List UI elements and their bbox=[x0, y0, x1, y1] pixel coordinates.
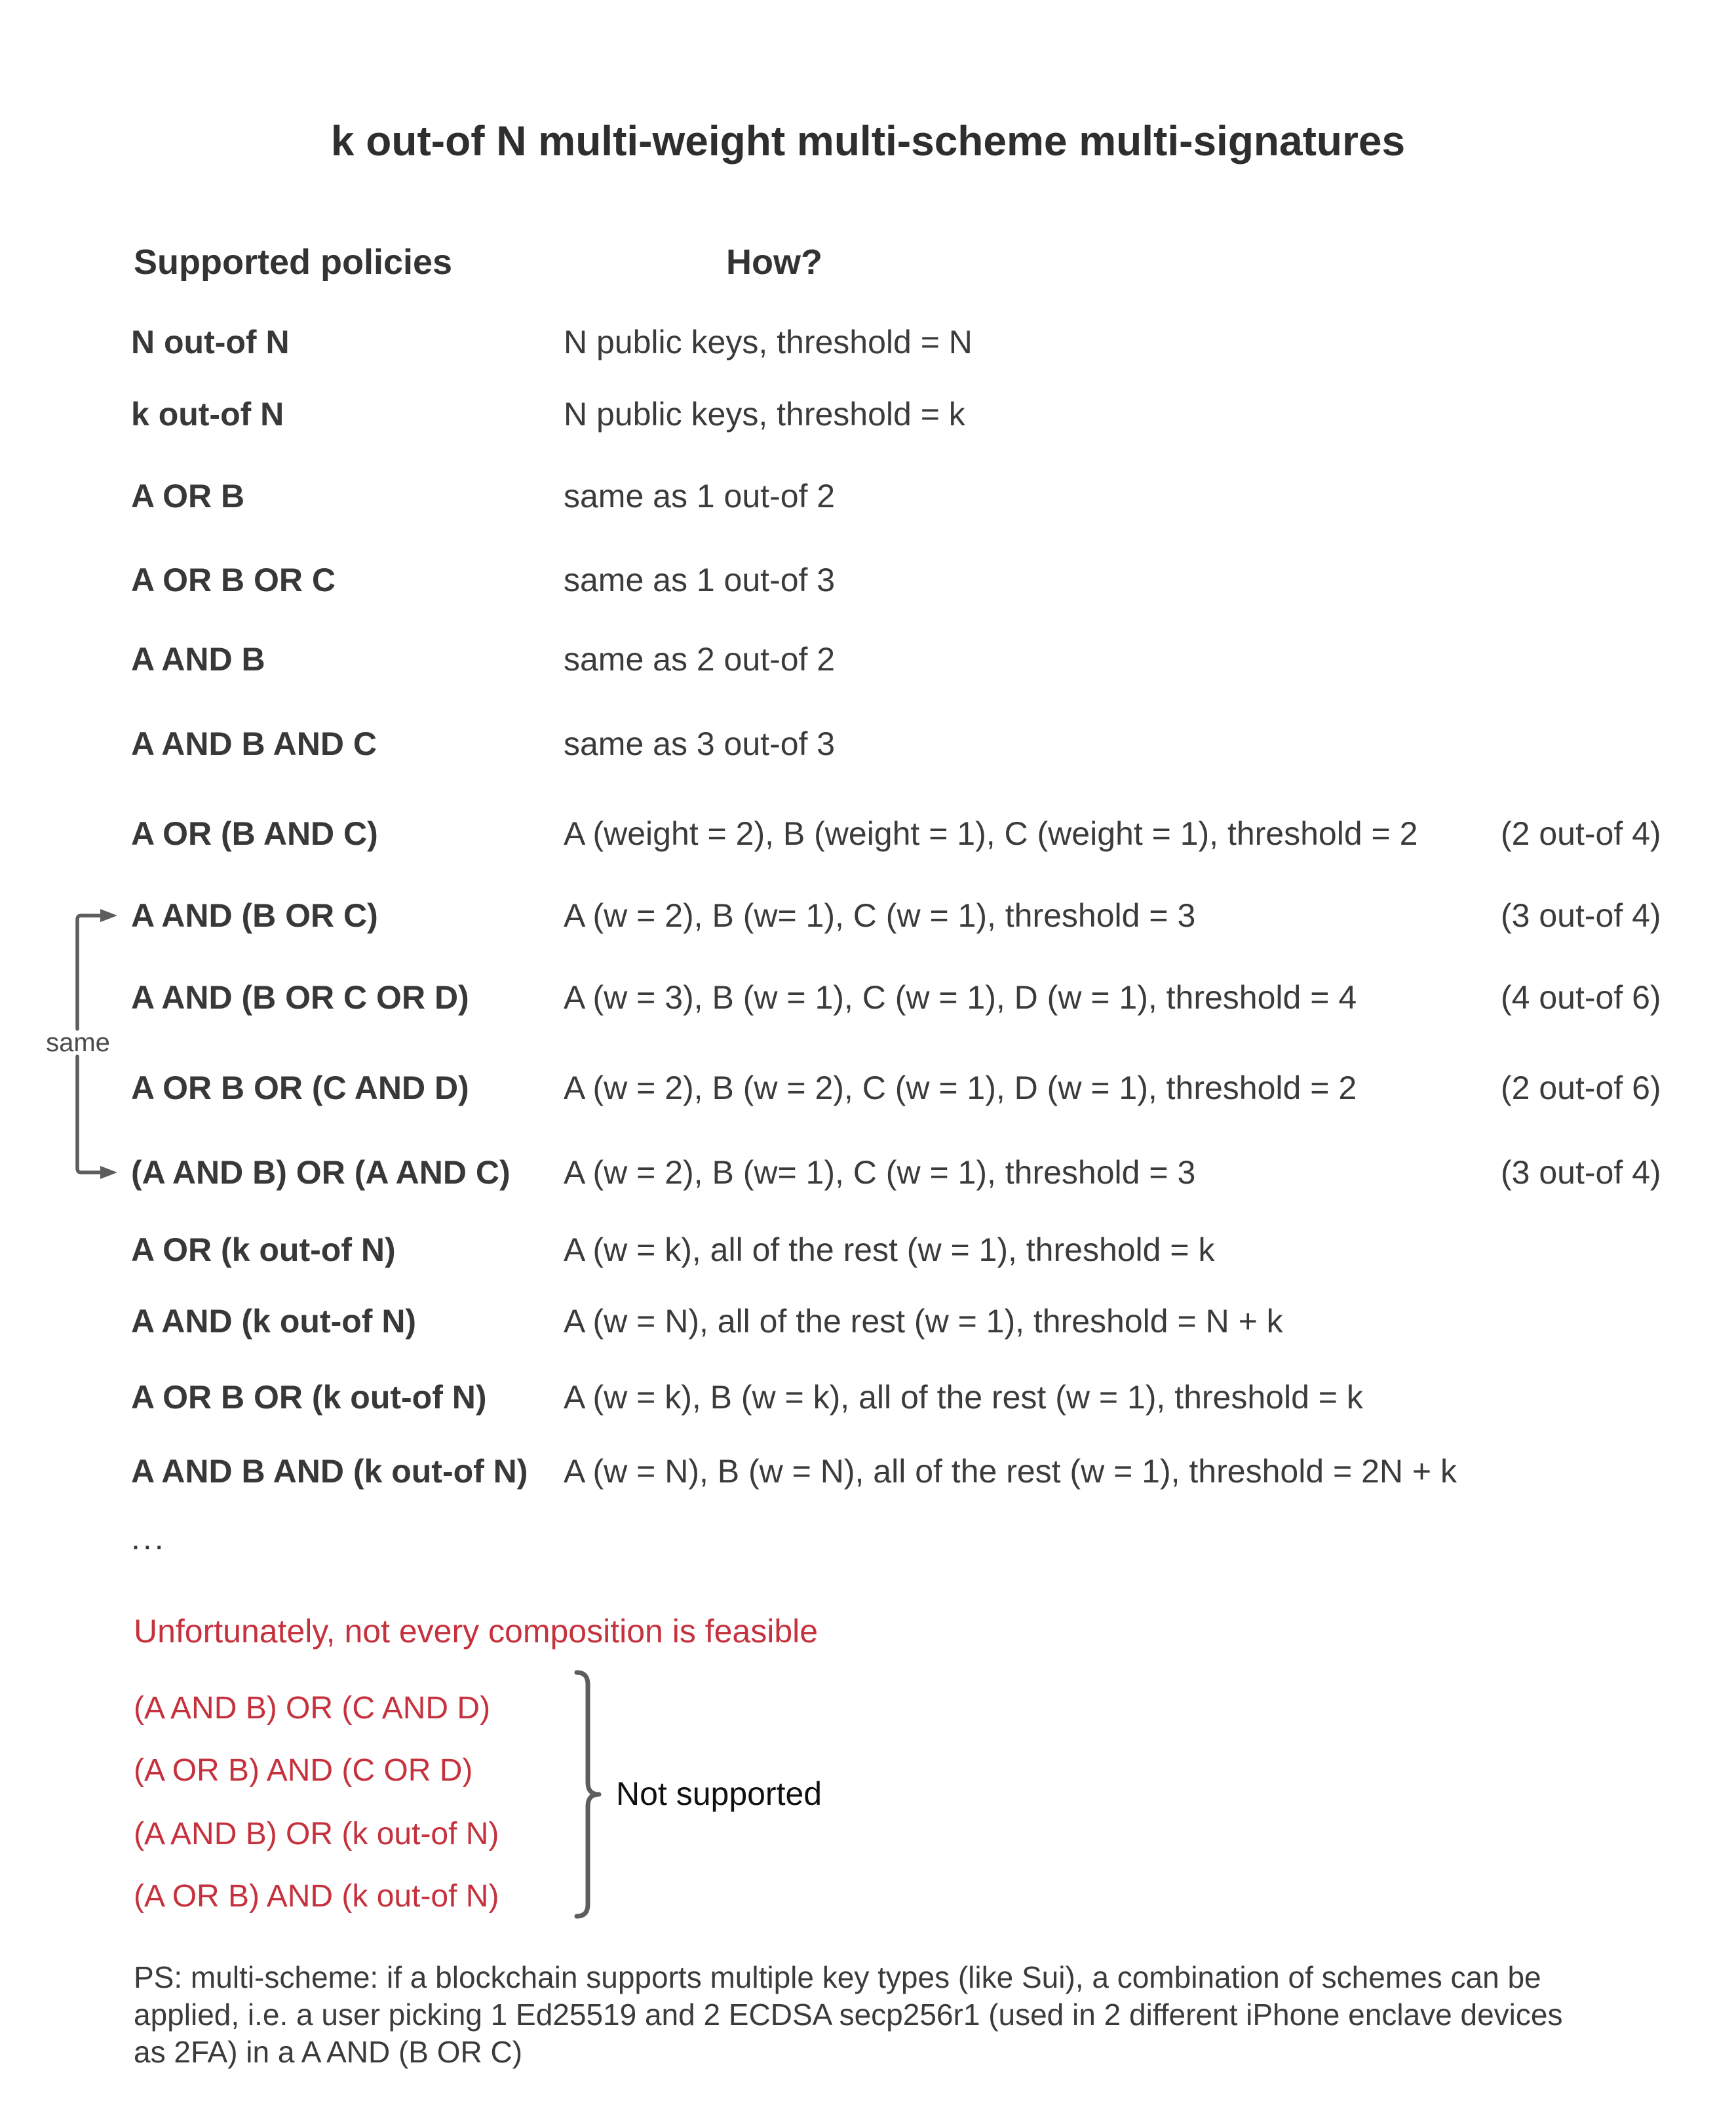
policy-how: same as 1 out-of 2 bbox=[564, 478, 836, 514]
policy-label: A AND B AND C bbox=[131, 725, 377, 762]
ps-note bbox=[134, 1959, 1562, 2071]
policy-label: A OR (B AND C) bbox=[131, 815, 378, 852]
policy-how: A (w = k), all of the rest (w = 1), threshold = k bbox=[564, 1231, 1215, 1268]
table-row bbox=[0, 1378, 1736, 1417]
curly-brace-icon bbox=[564, 1661, 616, 1930]
ps-line: applied, i.e. a user picking 1 Ed25519 and 2 ECDSA secp256r1 (used in 2 different iPhone enclave devices bbox=[134, 1998, 1563, 2032]
infeasible-item: (A AND B) OR (C AND D) bbox=[134, 1691, 491, 1726]
policy-note: (2 out-of 6) bbox=[1501, 1070, 1661, 1106]
policy-note: (4 out-of 6) bbox=[1501, 979, 1661, 1016]
table-row bbox=[0, 1230, 1736, 1269]
policy-label: A OR (k out-of N) bbox=[131, 1231, 396, 1268]
table-row bbox=[0, 322, 1736, 362]
policy-how: A (weight = 2), B (weight = 1), C (weight = 1), threshold = 2 bbox=[564, 815, 1418, 852]
column-header-policies: Supported policies bbox=[134, 242, 453, 282]
policy-how: same as 1 out-of 3 bbox=[564, 562, 836, 598]
table-row bbox=[0, 560, 1736, 600]
policy-label: A AND (B OR C) bbox=[131, 897, 378, 934]
table-row bbox=[0, 896, 1736, 935]
table-row bbox=[0, 1302, 1736, 1341]
ps-line: PS: multi-scheme: if a blockchain supports multiple key types (like Sui), a combination of schemes can be bbox=[134, 1960, 1541, 1994]
table-row bbox=[0, 1153, 1736, 1192]
table-row bbox=[0, 640, 1736, 679]
policy-how: A (w = N), all of the rest (w = 1), threshold = N + k bbox=[564, 1303, 1283, 1340]
policy-how: same as 2 out-of 2 bbox=[564, 641, 836, 678]
table-row bbox=[0, 724, 1736, 763]
arrow-right-icon bbox=[100, 909, 117, 922]
policy-note: (3 out-of 4) bbox=[1501, 1154, 1661, 1191]
policy-note: (3 out-of 4) bbox=[1501, 897, 1661, 934]
arrow-right-icon bbox=[100, 1166, 117, 1179]
page-title: k out-of N multi-weight multi-scheme multi-signatures bbox=[330, 117, 1406, 164]
policy-how: A (w = 2), B (w = 2), C (w = 1), D (w = 1), threshold = 2 bbox=[564, 1070, 1357, 1106]
policy-how: A (w = 3), B (w = 1), C (w = 1), D (w = 1), threshold = 4 bbox=[564, 979, 1357, 1016]
policy-label: A OR B bbox=[131, 478, 245, 514]
policy-how: A (w = k), B (w = k), all of the rest (w = 1), threshold = k bbox=[564, 1379, 1363, 1416]
not-supported-label: Not supported bbox=[616, 1775, 822, 1812]
infeasible-item: (A AND B) OR (k out-of N) bbox=[134, 1817, 499, 1851]
policy-how: A (w = N), B (w = N), all of the rest (w = 1), threshold = 2N + k bbox=[564, 1453, 1457, 1490]
policy-how: A (w = 2), B (w= 1), C (w = 1), threshold = 3 bbox=[564, 1154, 1196, 1191]
table-row bbox=[0, 476, 1736, 516]
policy-label: N out-of N bbox=[131, 324, 290, 360]
policy-note: (2 out-of 4) bbox=[1501, 815, 1661, 852]
table-row bbox=[0, 814, 1736, 853]
policy-label: (A AND B) OR (A AND C) bbox=[131, 1154, 511, 1191]
policy-label: A AND B AND (k out-of N) bbox=[131, 1453, 528, 1490]
table-row bbox=[0, 395, 1736, 434]
policy-label: A AND (B OR C OR D) bbox=[131, 979, 469, 1016]
table-row bbox=[0, 1452, 1736, 1491]
policy-label: A AND B bbox=[131, 641, 265, 678]
table-row bbox=[0, 978, 1736, 1017]
policy-label: A OR B OR (k out-of N) bbox=[131, 1379, 487, 1416]
policy-how: N public keys, threshold = N bbox=[564, 324, 973, 360]
policy-label: A OR B OR C bbox=[131, 562, 336, 598]
policy-label: k out-of N bbox=[131, 396, 284, 433]
infeasible-item: (A OR B) AND (k out-of N) bbox=[134, 1879, 499, 1914]
policy-how: A (w = 2), B (w= 1), C (w = 1), threshold = 3 bbox=[564, 897, 1196, 934]
table-ellipsis: ... bbox=[131, 1520, 166, 1556]
policy-label: A AND (k out-of N) bbox=[131, 1303, 417, 1340]
policy-how: same as 3 out-of 3 bbox=[564, 725, 836, 762]
policy-how: N public keys, threshold = k bbox=[564, 396, 965, 433]
table-row bbox=[0, 1068, 1736, 1108]
infeasible-item: (A OR B) AND (C OR D) bbox=[134, 1753, 473, 1788]
policy-label: A OR B OR (C AND D) bbox=[131, 1070, 469, 1106]
column-header-how: How? bbox=[726, 242, 822, 282]
same-label: same bbox=[46, 1028, 110, 1057]
ps-line: as 2FA) in a A AND (B OR C) bbox=[134, 2035, 523, 2069]
infeasible-heading: Unfortunately, not every composition is feasible bbox=[134, 1613, 819, 1650]
